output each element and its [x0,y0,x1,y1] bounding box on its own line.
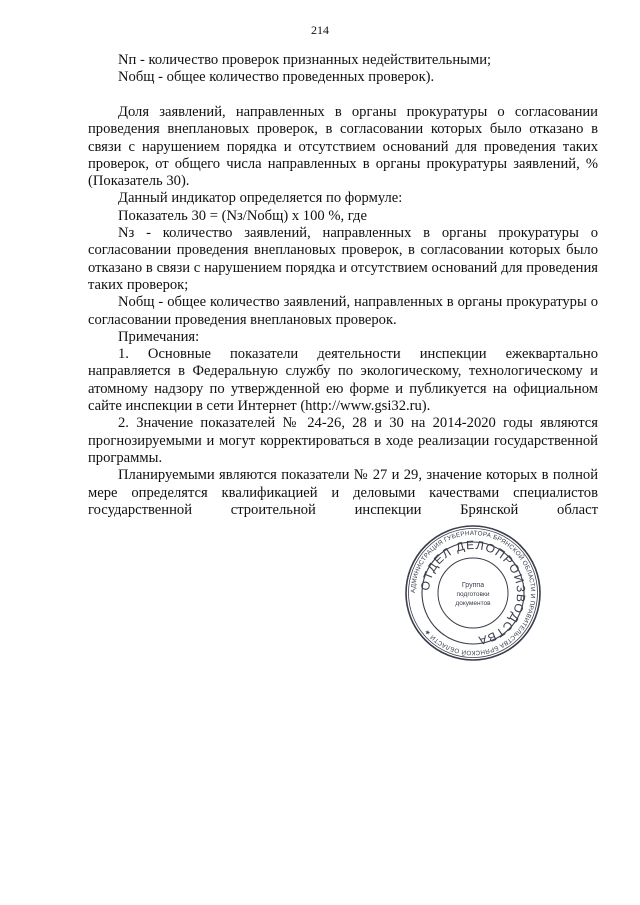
official-stamp [404,524,542,662]
paragraph-formula-intro: Данный индикатор определяется по формуле: [118,190,403,207]
paragraph-planned-indicators: Планируемыми являются показатели № 27 и 29, значение которых в полной мере определятся квалификацией и деловыми качествами специалистов государственной строительной инспекции Брянской област [88,467,598,518]
paragraph-nobsh-applications: Nобщ - общее количество заявлений, направленных в органы прокуратуры о согласовании проведения внеплановых проверок. [88,294,598,328]
paragraph-np-definition: Nп - количество проверок признанных недействительными; [118,52,492,68]
stamp-center-line-1: Группа [461,582,485,589]
body-text-top [88,52,598,87]
paragraph-formula: Показатель 30 = (Nз/Nобщ) х 100 %, где [118,207,367,224]
body-text-main [88,104,598,519]
paragraph-nz-definition: Nз - количество заявлений, направленных в органы прокуратуры о согласовании проведения внеплановых проверок, в согласовании которых было отказано в связи с нарушением порядка и отсутствием оснований для проведения таких проверок; [88,225,598,293]
stamp-center-line-3: документов [455,600,491,607]
note-1: 1. Основные показатели деятельности инспекции ежеквартально направляется в Федеральную службу по экологическому, технологическому и атомному надзору по утвержденной ею форме и публикуется на официальном сайте инспекции в сети Интернет (http://www.gsi32.ru). [88,346,598,415]
stamp-inner-ring-text: ОТДЕЛ ДЕЛОПРОИЗВОДСТВА [417,537,529,648]
paragraph-nobsh-definition: Nобщ - общее количество проведенных проверок). [118,69,435,86]
paragraph-indicator-30: Доля заявлений, направленных в органы прокуратуры о согласовании проведения внеплановых проверок, в согласовании которых было отказано в связи с нарушением порядка и отсутствием оснований для проведения таких проверок, от общего числа направленных в органы прокуратуры заявлений, % (Показатель 30). [88,104,598,190]
stamp-center-line-2: подготовки [456,591,490,598]
notes-heading: Примечания: [118,328,200,345]
stamp-outer-ring-text: АДМИНИСТРАЦИЯ ГУБЕРНАТОРА БРЯНСКОЙ ОБЛАСТИ И ПРАВИТЕЛЬСТВА БРЯНСКОЙ ОБЛАСТИ ★ [409,529,537,657]
note-2: 2. Значение показателей № 24-26, 28 и 30 на 2014-2020 годы являются прогнозируемыми и могут корректироваться в ходе реализации государственной программы. [88,415,598,466]
page-number: 214 [311,23,329,37]
